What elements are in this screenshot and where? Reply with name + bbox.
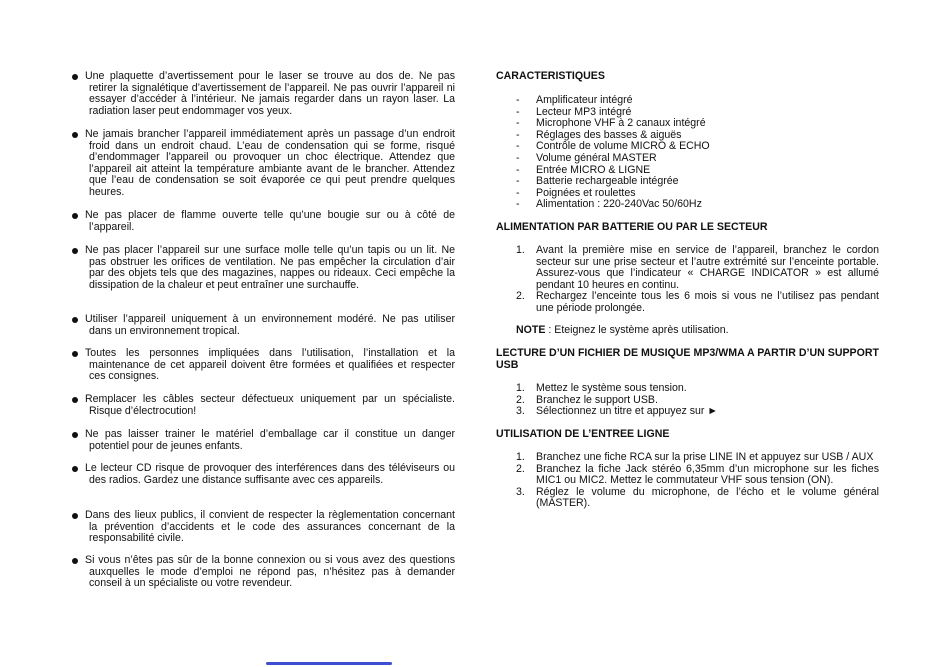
safety-bullet (72, 510, 455, 545)
safety-bullet (72, 555, 455, 590)
note-label: NOTE (516, 324, 546, 336)
lecture-list (496, 383, 879, 418)
section-title-caracteristiques: CARACTERISTIQUES (496, 70, 605, 82)
safety-text: Utiliser l’appareil uniquement à un environnement modéré. Ne pas utiliser dans un environnement tropical. (85, 313, 455, 337)
bullet-icon (72, 397, 78, 403)
list-item: 3. Réglez le volume du microphone, de l’écho et le volume général (MASTER). (516, 485, 879, 510)
section-title-lecture: LECTURE D’UN FICHIER DE MUSIQUE MP3/WMA A PARTIR D’UN SUPPORT USB (496, 347, 879, 371)
list-item: 1. Avant la première mise en service de l’appareil, branchez le cordon secteur sur une prise secteur et l’autre extrémité sur l’enceinte portable. Assurez-vous que l’indicateur « CHARGE INDICATOR » est allumé pendant 10 heures en continu. (516, 244, 879, 291)
bullet-icon (72, 432, 78, 438)
bullet-icon (72, 351, 78, 357)
list-item: 2. Branchez la fiche Jack stéréo 6,35mm d’un microphone sur les fiches MIC1 ou MIC2. Mettez le commutateur VHF sous tension (ON). (516, 462, 879, 487)
list-item: - Microphone VHF à 2 canaux intégré (516, 117, 706, 130)
safety-text: Remplacer les câbles secteur défectueux uniquement par un spécialiste. Risque d’électrocution! (85, 393, 455, 417)
safety-text: Toutes les personnes impliquées dans l’utilisation, l’installation et la maintenance de cet appareil doivent être formées et qualifiées et respecter ces consignes. (85, 347, 455, 383)
list-item: 2. Rechargez l’enceinte tous les 6 mois si vous ne l’utilisez pas pendant une période prolongée. (516, 290, 879, 314)
safety-bullet (72, 129, 455, 199)
safety-bullet (72, 463, 455, 486)
bullet-icon (72, 317, 78, 323)
list-item: - Contrôle de volume MICRO & ECHO (516, 140, 710, 153)
bullet-icon (72, 213, 78, 219)
list-item: - Réglages des basses & aiguës (516, 128, 682, 141)
list-item: - Batterie rechargeable intégrée (516, 175, 679, 188)
safety-bullet (72, 314, 455, 337)
list-item: - Volume général MASTER (516, 151, 657, 164)
safety-text: Dans des lieux publics, il convient de respecter la règlementation concernant la prévention d’accidents et le code des assurances concernant de la responsabilité civile. (85, 509, 455, 545)
safety-text: Ne pas placer de flamme ouverte telle qu’une bougie sur ou à côté de l’appareil. (85, 209, 455, 233)
note-text: : Eteignez le système après utilisation. (545, 324, 729, 336)
bullet-icon (72, 74, 78, 80)
safety-text: Le lecteur CD risque de provoquer des interférences dans des téléviseurs ou des radios. Gardez une distance suffisante avec ces appareils. (85, 462, 455, 486)
list-item: 3. Sélectionnez un titre et appuyez sur ► (516, 405, 718, 418)
note (516, 325, 879, 337)
alimentation-list (496, 245, 879, 315)
safety-bullet (72, 429, 455, 452)
bullet-icon (72, 558, 78, 564)
list-item: - Amplificateur intégré (516, 94, 633, 106)
list-item: 2. Branchez le support USB. (516, 393, 658, 406)
entree-ligne-list (496, 452, 879, 510)
list-item: - Poignées et roulettes (516, 186, 636, 199)
safety-bullet (72, 245, 455, 291)
caracteristiques-list (496, 95, 879, 211)
section-title-alimentation: ALIMENTATION PAR BATTERIE OU PAR LE SECTEUR (496, 221, 768, 233)
safety-bullet (72, 71, 455, 117)
list-item: - Alimentation : 220-240Vac 50/60Hz (516, 198, 702, 211)
safety-text: Une plaquette d’avertissement pour le laser se trouve au dos de. Ne pas retirer la signalétique d’avertissement de l’appareil. Ne pas ouvrir l’appareil ni essayer d’accéder à l’intérieur. Ne jamais regarder dans un rayon laser. La radiation laser peut endommager vos yeux. (85, 70, 455, 117)
bullet-icon (72, 513, 78, 519)
safety-bullet (72, 210, 455, 233)
page-footer-bar (266, 662, 392, 665)
bullet-icon (72, 466, 78, 472)
list-item: - Lecteur MP3 intégré (516, 105, 632, 118)
safety-text: Si vous n’êtes pas sûr de la bonne connexion ou si vous avez des questions auxquelles le mode d’emploi ne répond pas, n’hésitez pas à demander conseil à un spécialiste ou votre revendeur. (85, 554, 455, 590)
safety-text: Ne pas laisser trainer le matériel d’emballage car il constitue un danger potentiel pour de jeunes enfants. (85, 428, 455, 452)
section-title-entree-ligne: UTILISATION DE L’ENTREE LIGNE (496, 428, 670, 440)
list-item: - Entrée MICRO & LIGNE (516, 163, 651, 176)
safety-bullet (72, 394, 455, 417)
safety-text: Ne jamais brancher l’appareil immédiatement après un passage d’un endroit froid dans un endroit chaud. L’eau de condensation qui se forme, risqué d’endommager l’appareil ou provoquer un choc électrique. Attendez que l’appareil ait atteint la température ambiante avant de le brancher. Attendez que l’eau de condensation se soit évaporée ce qui peut prendre quelques heures. (85, 128, 455, 198)
list-item: 1. Mettez le système sous tension. (516, 382, 687, 394)
bullet-icon (72, 132, 78, 138)
list-item: 1. Branchez une fiche RCA sur la prise LINE IN et appuyez sur USB / AUX (516, 451, 874, 463)
bullet-icon (72, 248, 78, 254)
safety-bullet (72, 348, 455, 383)
safety-text: Ne pas placer l’appareil sur une surface molle telle qu’un tapis ou un lit. Ne pas obstruer les orifices de ventilation. Ne pas empêcher la circulation d’air par des objets tels que des magazines, nappes ou rideaux. Ceci empêche la dissipation de la chaleur et peut entraîner une surchauffe. (85, 244, 455, 291)
